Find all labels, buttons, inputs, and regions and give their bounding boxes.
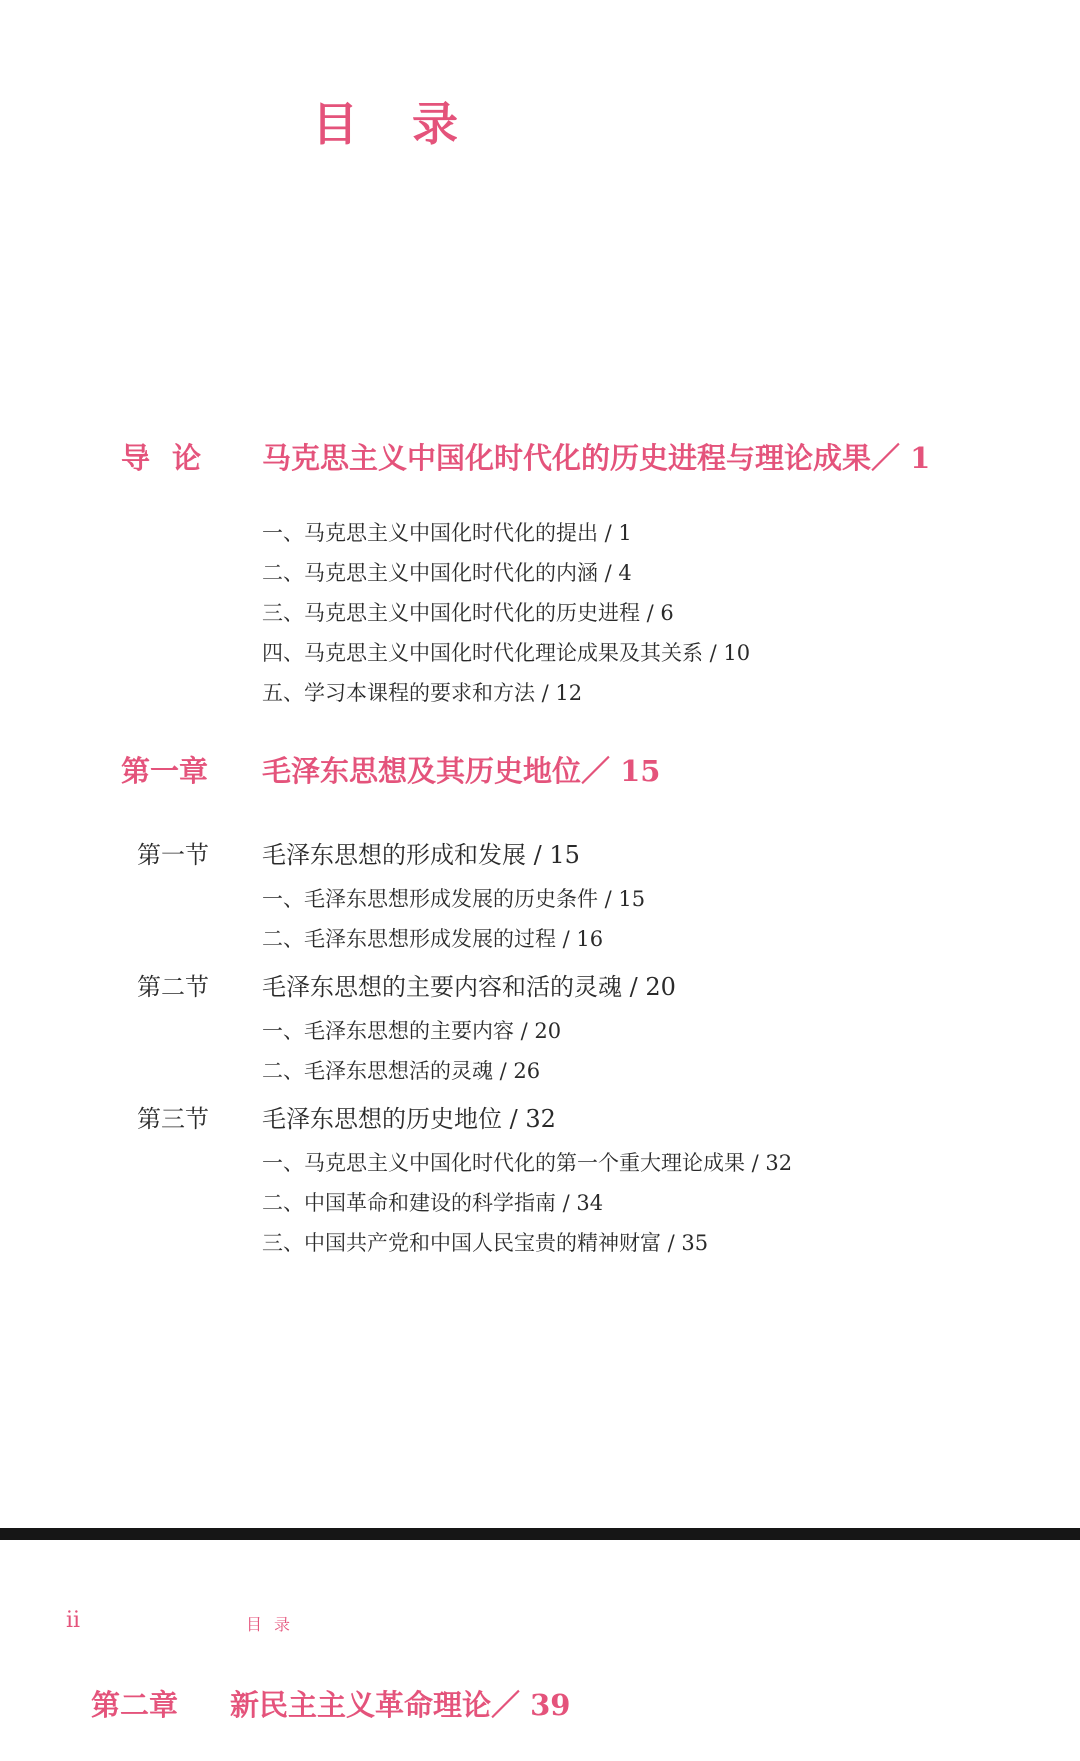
section3-item-1: 一、马克思主义中国化时代化的第一个重大理论成果 / 32	[262, 1151, 793, 1175]
section3-item-3: 三、中国共产党和中国人民宝贵的精神财富 / 35	[262, 1231, 709, 1255]
section2-title: 毛泽东思想的主要内容和活的灵魂 / 20	[262, 973, 676, 1001]
section3-label: 第三节	[137, 1105, 209, 1133]
chapter2-title: 新民主主义革命理论／ 39	[230, 1688, 571, 1722]
page-divider	[0, 1528, 1080, 1540]
intro-item-1: 一、马克思主义中国化时代化的提出 / 1	[262, 521, 632, 545]
toc-page-bottom	[0, 1540, 1080, 1761]
section1-label: 第一节	[137, 841, 209, 869]
chapter1-title: 毛泽东思想及其历史地位／ 15	[262, 754, 661, 788]
chapter2-label: 第二章	[91, 1688, 179, 1722]
section2-item-2: 二、毛泽东思想活的灵魂 / 26	[262, 1059, 541, 1083]
section3-item-2: 二、中国革命和建设的科学指南 / 34	[262, 1191, 604, 1215]
intro-item-2: 二、马克思主义中国化时代化的内涵 / 4	[262, 561, 632, 585]
running-head: 目录	[246, 1615, 303, 1634]
intro-item-3: 三、马克思主义中国化时代化的历史进程 / 6	[262, 601, 674, 625]
section1-item-2: 二、毛泽东思想形成发展的过程 / 16	[262, 927, 604, 951]
toc-title: 目录	[312, 97, 512, 151]
section1-item-1: 一、毛泽东思想形成发展的历史条件 / 15	[262, 887, 646, 911]
chapter1-label: 第一章	[121, 754, 209, 788]
intro-item-5: 五、学习本课程的要求和方法 / 12	[262, 681, 583, 705]
section2-label: 第二节	[137, 973, 209, 1001]
page-number: ii	[66, 1608, 81, 1633]
section2-item-1: 一、毛泽东思想的主要内容 / 20	[262, 1019, 562, 1043]
intro-title: 马克思主义中国化时代化的历史进程与理论成果／ 1	[262, 441, 931, 475]
intro-item-4: 四、马克思主义中国化时代化理论成果及其关系 / 10	[262, 641, 751, 665]
section3-title: 毛泽东思想的历史地位 / 32	[262, 1105, 556, 1133]
section1-title: 毛泽东思想的形成和发展 / 15	[262, 841, 580, 869]
intro-label: 导论	[121, 441, 224, 475]
